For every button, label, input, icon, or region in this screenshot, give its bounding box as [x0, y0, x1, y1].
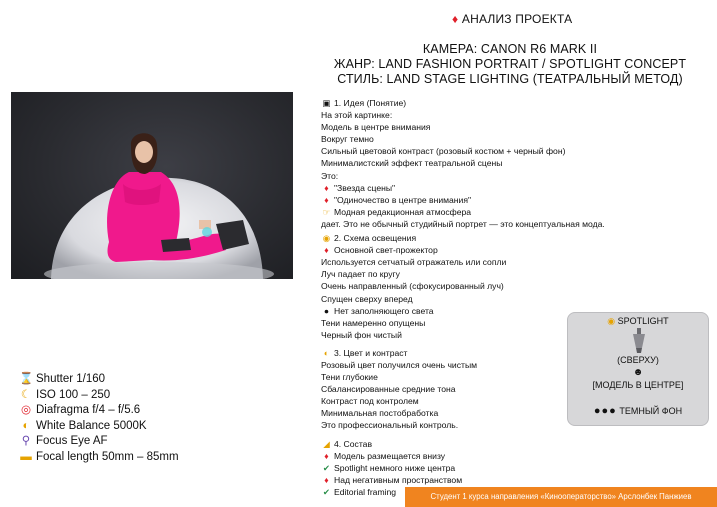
- check-mark-icon: ✔: [322, 486, 331, 497]
- style-line: СТИЛЬ: LAND STAGE LIGHTING (ТЕАТРАЛЬНЫЙ МЕТОД): [337, 72, 683, 86]
- diamond-icon: ♦: [324, 194, 329, 205]
- lighting-no-fill: ● Нет заполняющего света: [321, 305, 605, 317]
- idea-mood: ☞ Модная редакционная атмосфера: [322, 206, 472, 217]
- spotlight-diagram: [567, 312, 709, 426]
- lightbulb-icon: ◉: [322, 233, 331, 244]
- clapperboard-icon: ▣: [322, 98, 331, 108]
- lighting-line: Очень направленный (сфокусированный луч): [321, 281, 504, 292]
- lighting-line: Луч падает по кругу: [321, 269, 400, 280]
- analysis-text: [321, 97, 605, 498]
- palette-icon: ◐: [22, 419, 30, 432]
- moon-icon: ☾: [20, 388, 32, 401]
- project-header: [300, 42, 717, 87]
- composition-heading: ◢ 4. Состав: [321, 438, 605, 450]
- target-icon: ◎: [20, 404, 32, 417]
- diamond-icon: ♦: [324, 474, 329, 485]
- page-title: [452, 12, 572, 26]
- idea-line: Это:: [321, 170, 339, 181]
- lighting-line: Используется сетчатый отражатель или сопли: [321, 257, 507, 268]
- idea-line: Сильный цветовой контраст (розовый костюм + черный фон): [321, 146, 566, 157]
- idea-heading: ▣ 1. Идея (Понятие): [322, 98, 407, 108]
- footer-credit: Студент 1 курса направления «Кинооператорство» Арслонбек Панжиев: [405, 487, 717, 507]
- color-line: Сбалансированные средние тона: [321, 384, 456, 395]
- face: [135, 141, 153, 163]
- color-line: Минимальная постобработка: [321, 408, 439, 419]
- color-heading: ◐ 3. Цвет и контраст: [321, 347, 605, 359]
- camera-specs: [19, 372, 179, 466]
- diamond-icon: ♦: [324, 450, 329, 461]
- pointing-hand-icon: ☞: [322, 206, 331, 217]
- portrait-photo: [11, 92, 293, 279]
- diamond-icon: ♦: [324, 245, 329, 256]
- spec-shutter: ⌛ Shutter 1/160: [19, 372, 179, 388]
- spec-iso: ☾ ISO 100 – 250: [19, 388, 179, 404]
- lighting-line: Спущен сверху вперед: [321, 293, 413, 304]
- spec-focal: ▬ Focal length 50mm – 85mm: [19, 450, 179, 466]
- spec-wb: ◐ White Balance 5000K: [19, 419, 179, 435]
- color-line: Это профессиональный контроль.: [321, 420, 459, 431]
- camera-line: КАМЕРА: CANON R6 MARK II: [422, 42, 598, 56]
- idea-conclusion: дает. Это не обычный студийный портрет — это концептуальная мода.: [321, 218, 605, 229]
- black-circle-icon: ●: [323, 305, 330, 316]
- composition-item: ♦ Модель размещается внизу: [321, 450, 605, 462]
- diamond-icon: ♦: [452, 12, 459, 26]
- spot-dark-bg: ●●● ТЕМНЫЙ ФОН: [593, 405, 683, 417]
- composition-item: ♦ Над негативным пространством: [321, 474, 605, 486]
- spot-model: [МОДЕЛЬ В ЦЕНТРЕ]: [592, 380, 684, 390]
- spec-diafragma: ◎ Diafragma f/4 – f/5.6: [19, 403, 179, 419]
- lighting-line: Черный фон чистый: [321, 329, 402, 340]
- genre-line: ЖАНР: LAND FASHION PORTRAIT / SPOTLIGHT CONCEPT: [333, 57, 687, 71]
- spotlight-lamp-icon: [629, 328, 649, 354]
- spot-from-top: (СВЕРХУ): [617, 355, 659, 365]
- idea-star: ♦ "Звезда сцены": [321, 182, 605, 194]
- triangle-ruler-icon: ◢: [323, 438, 330, 449]
- color-line: Розовый цвет получился очень чистым: [321, 359, 478, 370]
- lighting-heading: ◉ 2. Схема освещения: [322, 233, 417, 244]
- idea-line: Модель в центре внимания: [321, 122, 431, 133]
- color-line: Контраст под контролем: [321, 396, 419, 407]
- ruler-icon: ▬: [20, 450, 32, 463]
- magnifier-icon: ⚲: [21, 435, 31, 448]
- spec-focus: ⚲ Focus Eye AF: [19, 434, 179, 450]
- palette-icon: ◐: [323, 347, 330, 358]
- black-circle-icon: ●●●: [593, 405, 617, 417]
- spotlight-scene: [11, 92, 293, 279]
- idea-alone: ♦ "Одиночество в центре внимания": [321, 194, 605, 206]
- spot-title: ◉ SPOTLIGHT: [607, 316, 669, 326]
- check-mark-icon: ✔: [322, 462, 331, 473]
- composition-item: ✔ Spotlight немного ниже центра: [322, 462, 456, 473]
- color-line: Тени глубокие: [321, 372, 378, 383]
- title-text: АНАЛИЗ ПРОЕКТА: [461, 12, 573, 26]
- lightbulb-icon: ◉: [607, 316, 616, 326]
- composition-item: ✔ Editorial framing: [322, 486, 397, 497]
- idea-line: Вокруг темно: [321, 134, 374, 145]
- idea-line: Минималистский эффект театральной сцены: [321, 158, 503, 169]
- diamond-icon: ♦: [324, 182, 329, 193]
- lighting-line: Тени намеренно опущены: [321, 317, 426, 328]
- idea-line: На этой картинке:: [321, 110, 393, 121]
- hourglass-icon: ⌛: [19, 373, 34, 385]
- person-icon: ☻: [632, 367, 644, 378]
- lighting-main: ♦ Основной свет-прожектор: [321, 244, 605, 256]
